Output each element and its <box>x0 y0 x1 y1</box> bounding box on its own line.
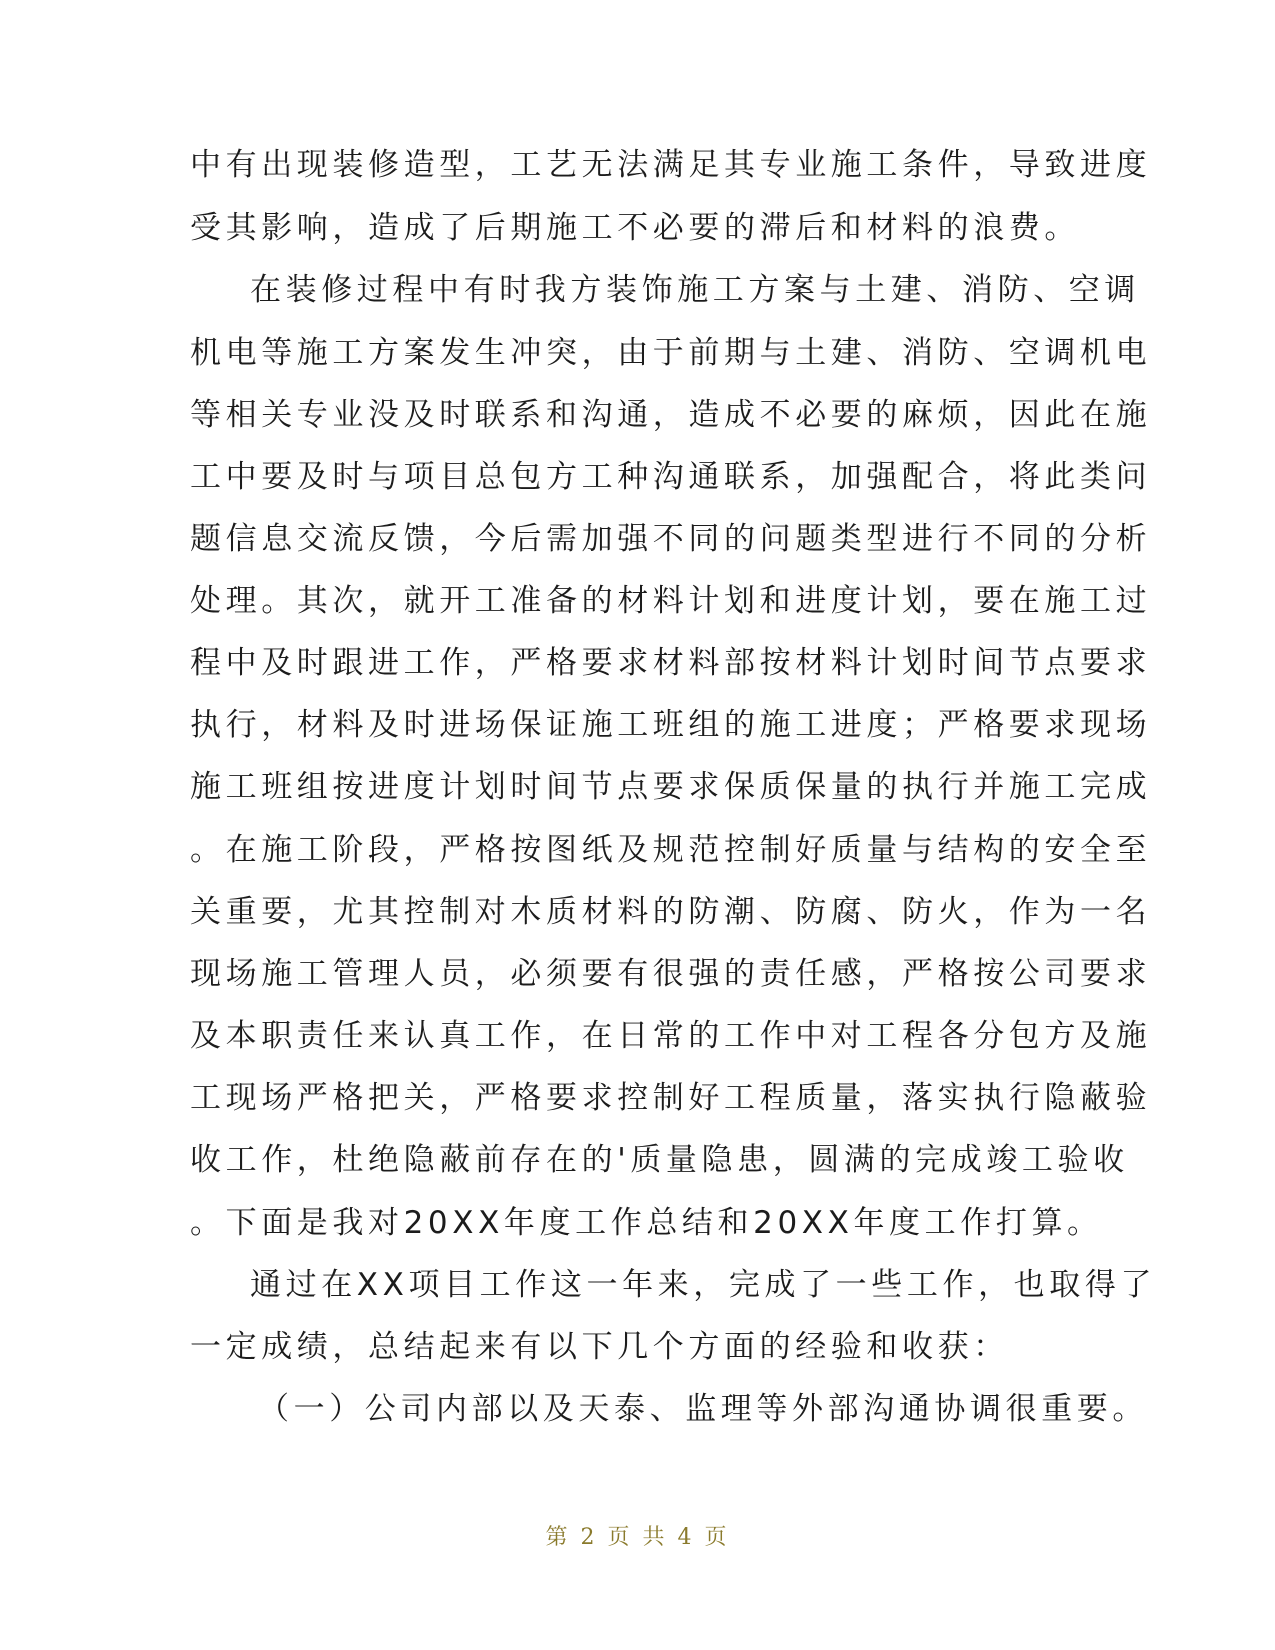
text-line: 现场施工管理人员，必须要有很强的责任感，严格按公司要求 <box>190 956 1152 992</box>
text-line: 收工作，杜绝隐蔽前存在的'质量隐患，圆满的完成竣工验收 <box>190 1142 1129 1178</box>
text-line: 题信息交流反馈，今后需加强不同的问题类型进行不同的分析 <box>190 521 1152 557</box>
text-line: 及本职责任来认真工作，在日常的工作中对工程各分包方及施 <box>190 1018 1152 1054</box>
page-number-footer: 第 2 页 共 4 页 <box>545 1525 730 1550</box>
text-line: （一）公司内部以及天泰、监理等外部沟通协调很重要。 <box>258 1391 1148 1427</box>
text-line: 机电等施工方案发生冲突，由于前期与土建、消防、空调机电 <box>190 335 1152 371</box>
text-line: 执行，材料及时进场保证施工班组的施工进度；严格要求现场 <box>190 707 1152 743</box>
text-line: 。在施工阶段，严格按图纸及规范控制好质量与结构的安全至 <box>190 832 1152 868</box>
text-line: 处理。其次，就开工准备的材料计划和进度计划，要在施工过 <box>190 583 1152 619</box>
text-line: 施工班组按进度计划时间节点要求保质保量的执行并施工完成 <box>190 769 1152 805</box>
text-line: 程中及时跟进工作，严格要求材料部按材料计划时间节点要求 <box>190 645 1152 681</box>
text-line: 工现场严格把关，严格要求控制好工程质量，落实执行隐蔽验 <box>190 1080 1152 1116</box>
text-line: 等相关专业没及时联系和沟通，造成不必要的麻烦，因此在施 <box>190 397 1152 433</box>
text-line: 一定成绩，总结起来有以下几个方面的经验和收获： <box>190 1329 1009 1365</box>
text-line: 中有出现装修造型，工艺无法满足其专业施工条件，导致进度 <box>190 147 1152 183</box>
text-line: 工中要及时与项目总包方工种沟通联系，加强配合，将此类问 <box>190 459 1152 495</box>
text-line: 在装修过程中有时我方装饰施工方案与土建、消防、空调 <box>250 272 1140 308</box>
text-line: 。下面是我对20XX年度工作总结和20XX年度工作打算。 <box>190 1205 1103 1241</box>
text-line: 受其影响，造成了后期施工不必要的滞后和材料的浪费。 <box>190 210 1080 246</box>
text-line: 通过在XX项目工作这一年来，完成了一些工作，也取得了 <box>250 1267 1157 1303</box>
text-line: 关重要，尤其控制对木质材料的防潮、防腐、防火，作为一名 <box>190 894 1152 930</box>
